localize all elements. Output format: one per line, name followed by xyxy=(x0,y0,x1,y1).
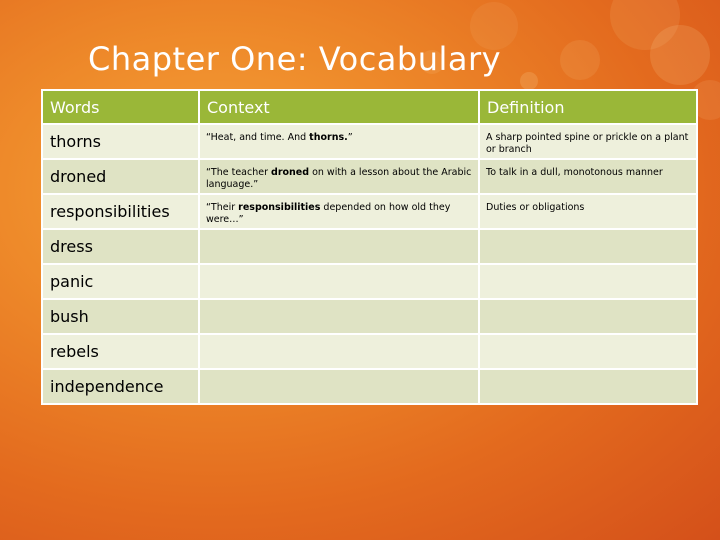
word-cell: independence xyxy=(42,369,199,404)
word-cell: panic xyxy=(42,264,199,299)
slide-title: Chapter One: Vocabulary xyxy=(88,40,502,78)
table-row xyxy=(42,229,697,264)
word-cell: rebels xyxy=(42,334,199,369)
word-cell: droned xyxy=(42,159,199,194)
header-context: Context xyxy=(199,90,479,124)
definition-cell: A sharp pointed spine or prickle on a plant or branch xyxy=(479,124,697,159)
header-definition: Definition xyxy=(479,90,697,124)
definition-cell xyxy=(479,299,697,334)
vocabulary-table xyxy=(41,89,698,405)
decor-bubble xyxy=(650,25,710,85)
table-header-row xyxy=(42,90,697,124)
definition-cell: To talk in a dull, monotonous manner xyxy=(479,159,697,194)
context-cell xyxy=(199,264,479,299)
word-cell: bush xyxy=(42,299,199,334)
decor-bubble xyxy=(560,40,600,80)
context-cell xyxy=(199,229,479,264)
context-cell: “Heat, and time. And thorns.” xyxy=(199,124,479,159)
table-row xyxy=(42,124,697,159)
table-row xyxy=(42,334,697,369)
table-row xyxy=(42,369,697,404)
word-cell: responsibilities xyxy=(42,194,199,229)
table-row xyxy=(42,194,697,229)
definition-cell xyxy=(479,334,697,369)
definition-cell xyxy=(479,369,697,404)
decor-bubble xyxy=(520,72,538,90)
context-cell: “The teacher droned on with a lesson about the Arabic language.” xyxy=(199,159,479,194)
context-cell: “Their responsibilities depended on how old they were…” xyxy=(199,194,479,229)
table-row xyxy=(42,264,697,299)
table-row xyxy=(42,299,697,334)
header-words: Words xyxy=(42,90,199,124)
definition-cell: Duties or obligations xyxy=(479,194,697,229)
context-cell xyxy=(199,369,479,404)
table-row xyxy=(42,159,697,194)
definition-cell xyxy=(479,264,697,299)
context-cell xyxy=(199,299,479,334)
word-cell: dress xyxy=(42,229,199,264)
definition-cell xyxy=(479,229,697,264)
word-cell: thorns xyxy=(42,124,199,159)
context-cell xyxy=(199,334,479,369)
